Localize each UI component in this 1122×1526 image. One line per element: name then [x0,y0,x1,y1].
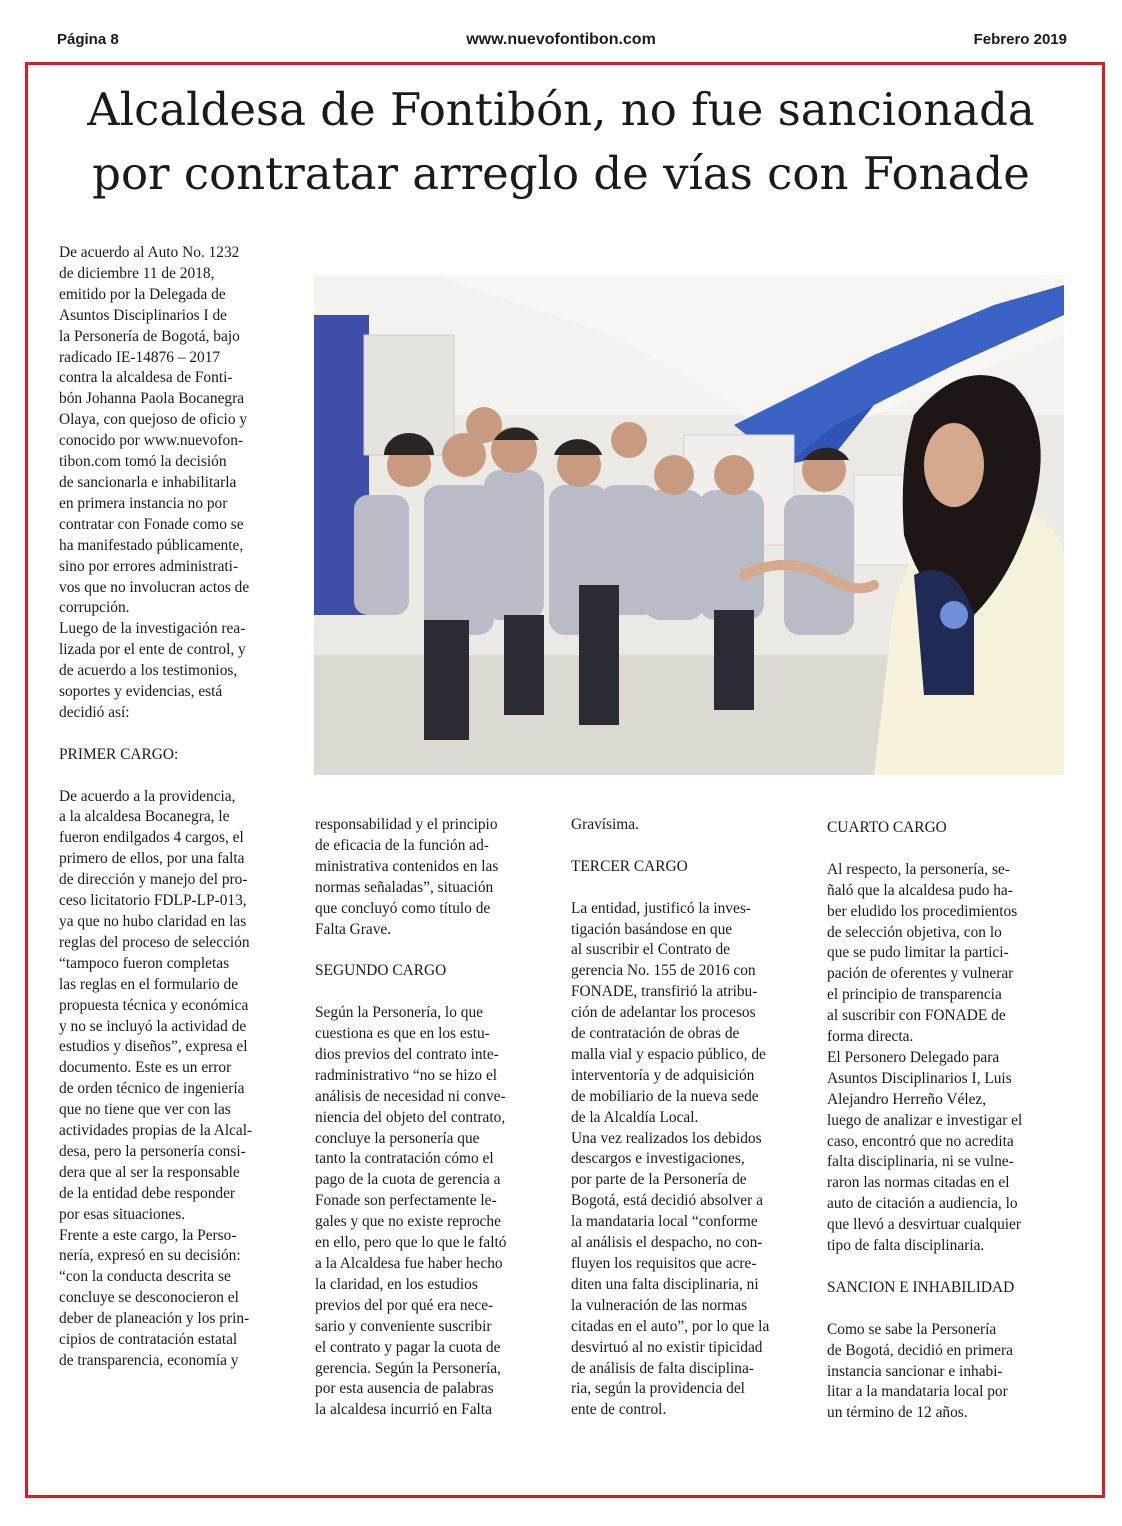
text-line: “tampoco fueron completas [59,954,230,972]
text-line: pación de oferentes y vulnerar [827,965,1014,983]
text-line: interventoría y de adquisición [571,1066,755,1084]
text-line: en primera instancia no por [59,494,228,512]
photo-illustration [314,275,1064,775]
text-line: Asuntos Disciplinarios I, Luis [827,1069,1012,1087]
text-line: conocido por www.nuevofon- [59,432,244,450]
text-line: de dirección y manejo del pro- [59,871,248,889]
text-line: la claridad, en los estudios [315,1275,478,1293]
text-line: por parte de la Personería de [571,1171,747,1189]
text-line: que se pudo limitar la partici- [827,944,1009,962]
text-line: ente de control. [571,1401,667,1419]
article-photo [314,275,1064,775]
text-line: De acuerdo a la providencia, [59,787,236,805]
text-line: desvirtuó al no existir tipicidad [571,1338,763,1356]
text-line: instancia sancionar e inhabi- [827,1362,1003,1380]
headline-line-1: Alcaldesa de Fontibón, no fue sancionada [87,83,1035,136]
text-line: estudios y diseños”, expresa el [59,1038,248,1056]
col4-closing [827,1320,1067,1425]
text-line: sario y conveniente suscribir [315,1317,492,1335]
text-line: Falta Grave. [315,920,392,938]
text-line: el principio de transparencia [827,986,1002,1004]
text-line: previos del por qué era nece- [315,1296,494,1314]
text-line: de mobiliario de la nueva sede [571,1087,759,1105]
text-line: de diciembre 11 de 2018, [59,264,215,282]
text-line: de orden técnico de ingeniería [59,1080,245,1098]
text-line: decidió así: [59,703,130,721]
text-line: ceso licitatorio FDLP-LP-013, [59,892,247,910]
text-line: fueron endilgados 4 cargos, el [59,829,244,847]
text-line: fluyen los requisitos que acre- [571,1255,757,1272]
text-line: tibon.com tomó la decisión [59,453,227,471]
text-line: caso, encontró que no acredita [827,1132,1014,1150]
text-line: Alejandro Herreño Vélez, [827,1090,987,1108]
text-line: ha manifestado públicamente, [59,536,244,554]
text-line: deber de planeación y los prin- [59,1310,250,1328]
text-line: Olaya, con quejoso de oficio y [59,411,248,429]
text-line: bón Johanna Paola Bocanegra [59,390,245,408]
text-line: al análisis el despacho, no con- [571,1234,763,1252]
text-line: lizada por el ente de control, y [59,641,246,659]
segundo-cargo-heading: SEGUNDO CARGO [315,962,447,980]
text-line: de transparencia, economía y [59,1352,239,1369]
text-line: propuesta técnica y económica [59,996,249,1014]
text-line: Como se sabe la Personería [827,1320,997,1338]
text-line: la mandataria local “conforme [571,1213,758,1231]
text-line: primero de ellos, por una falta [59,850,245,868]
text-line: Gravísima. [571,816,639,833]
text-line: análisis de necesidad ni conve- [315,1087,506,1105]
text-line: corrupción. [59,599,130,617]
text-line: reglas del proceso de selección [59,933,250,951]
text-line: forma directa. [827,1028,914,1046]
text-line: un término de 12 años. [827,1404,968,1422]
text-line: dios previos del contrato inte- [315,1045,499,1063]
text-line: de contratación de obras de [571,1025,740,1043]
text-line: falta disciplinaria, ni se vulne- [827,1153,1014,1171]
text-line: radministrativo “no se hizo el [315,1066,498,1084]
text-line: ción de adelantar los procesos [571,1004,756,1022]
column-3 [571,815,811,1421]
text-line: de la Alcaldía Local. [571,1108,699,1126]
text-line: al suscribir con FONADE de [827,1007,1006,1025]
text-line: niencia del objeto del contrato, [315,1108,506,1126]
col3-body [571,899,811,1422]
text-line: de Bogotá, decidió en primera [827,1341,1013,1359]
text-line: dera que al ser la responsable [59,1163,240,1181]
text-line: emitido por la Delegada de [59,285,226,303]
text-line: documento. Este es un error [59,1059,232,1077]
text-line: que no tiene que ver con las [59,1101,231,1119]
text-line: tanto la contratación cómo el [315,1150,494,1168]
text-line: sino por errores administrati- [59,557,239,575]
text-line: El Personero Delegado para [827,1048,1000,1066]
headline-line-2: por contratar arreglo de vías con Fonade [92,147,1030,200]
primer-cargo-heading: PRIMER CARGO: [59,745,179,763]
text-line: La entidad, justificó la inves- [571,899,751,917]
text-line: gerencia No. 155 de 2016 con [571,962,756,980]
text-line: “con la conducta descrita se [59,1268,231,1286]
col3-top [571,815,811,836]
text-line: de acuerdo a los testimonios, [59,662,238,680]
text-line: Una vez realizados los debidos [571,1129,762,1147]
text-line: citadas en el auto”, por lo que la [571,1317,770,1335]
text-line: cipios de contratación estatal [59,1331,238,1349]
text-line: malla vial y espacio público, de [571,1045,766,1063]
text-line: gales y que no existe reproche [315,1213,501,1231]
text-line: descargos e investigaciones, [571,1150,745,1168]
page-number: Página 8 [57,31,119,48]
col1-body [59,787,291,1372]
text-line: Luego de la investigación rea- [59,620,246,638]
text-line: Fonade son perfectamente le- [315,1192,497,1210]
text-line: las reglas en el formulario de [59,975,239,993]
text-line: de selección objetiva, con lo [827,923,1002,941]
text-line: desa, pero la personería consi- [59,1142,246,1160]
text-line: responsabilidad y el principio [315,816,498,833]
text-line: Bogotá, está decidió absolver a [571,1192,763,1210]
headline [40,78,1082,206]
text-line: y no se incluyó la actividad de [59,1017,247,1035]
text-line: de sancionarla e inhabilitarla [59,473,237,491]
text-line: la alcaldesa incurrió en Falta [315,1401,492,1419]
text-line: FONADE, transfirió la atribu- [571,983,758,1001]
text-line: a la alcaldesa Bocanegra, le [59,808,230,826]
text-line: que llevó a desvirtuar cualquier [827,1216,1022,1234]
text-line: radicado IE-14876 – 2017 [59,348,221,366]
text-line: que concluyó como título de [315,899,491,917]
text-line: ya que no hubo claridad en las [59,912,247,930]
text-line: soportes y evidencias, está [59,683,223,701]
text-line: vos que no involucran actos de [59,578,250,596]
text-line: la Personería de Bogotá, bajo [59,327,240,345]
text-line: tipo de falta disciplinaria. [827,1237,985,1255]
col2-top [315,815,550,940]
text-line: diten una falta disciplinaria, ni [571,1275,759,1293]
text-line: la vulneración de las normas [571,1296,748,1314]
text-line: ministrativa contenidos en las [315,857,499,875]
issue-date: Febrero 2019 [973,31,1067,48]
text-line: a la Alcaldesa fue haber hecho [315,1255,503,1272]
text-line: concluye se desconocieron el [59,1289,239,1307]
sancion-heading: SANCION E INHABILIDAD [827,1278,1015,1296]
text-line: por esta ausencia de palabras [315,1380,494,1398]
column-4 [827,818,1067,1424]
text-line: contra la alcaldesa de Fonti- [59,369,233,387]
text-line: ber eludido los procedimientos [827,902,1018,920]
tercer-cargo-heading: TERCER CARGO [571,857,688,875]
text-line: actividades propias de la Alcal- [59,1122,253,1140]
text-line: Según la Personería, lo que [315,1004,483,1022]
text-line: De acuerdo al Auto No. 1232 [59,244,240,261]
text-line: normas señaladas”, situación [315,878,494,896]
text-line: Al respecto, la personería, se- [827,860,1010,878]
col1-intro [59,243,291,724]
text-line: cuestiona es que en los estu- [315,1025,490,1043]
text-line: de la entidad debe responder [59,1184,236,1202]
text-line: pago de la cuota de gerencia a [315,1171,501,1189]
text-line: nería, expresó en su decisión: [59,1247,241,1265]
site-url: www.nuevofontibon.com [466,31,656,48]
text-line: el contrato y pagar la cuota de [315,1338,501,1356]
text-line: contratar con Fonade como se [59,515,244,533]
text-line: de eficacia de la función ad- [315,836,489,854]
text-line: luego de analizar e investigar el [827,1111,1023,1129]
column-2 [315,815,550,1421]
text-line: en ello, pero que lo que le faltó [315,1234,507,1252]
column-1 [59,243,291,1372]
text-line: por esas situaciones. [59,1205,186,1223]
text-line: concluye la personería que [315,1129,480,1147]
text-line: tigación basándose en que [571,920,733,938]
text-line: ria, según la providencia del [571,1380,745,1398]
text-line: raron las normas citadas en el [827,1174,1010,1192]
col2-body [315,1003,550,1421]
text-line: Frente a este cargo, la Perso- [59,1226,237,1244]
text-line: de análisis de falta disciplina- [571,1359,754,1377]
col4-body [827,860,1067,1257]
text-line: ñaló que la alcaldesa pudo ha- [827,881,1013,899]
text-line: litar a la mandataria local por [827,1383,1008,1401]
text-line: Asuntos Disciplinarios I de [59,306,227,324]
text-line: al suscribir el Contrato de [571,941,730,959]
cuarto-cargo-heading: CUARTO CARGO [827,819,947,836]
text-line: gerencia. Según la Personería, [315,1359,501,1377]
text-line: auto de citación a audiencia, lo [827,1195,1018,1213]
